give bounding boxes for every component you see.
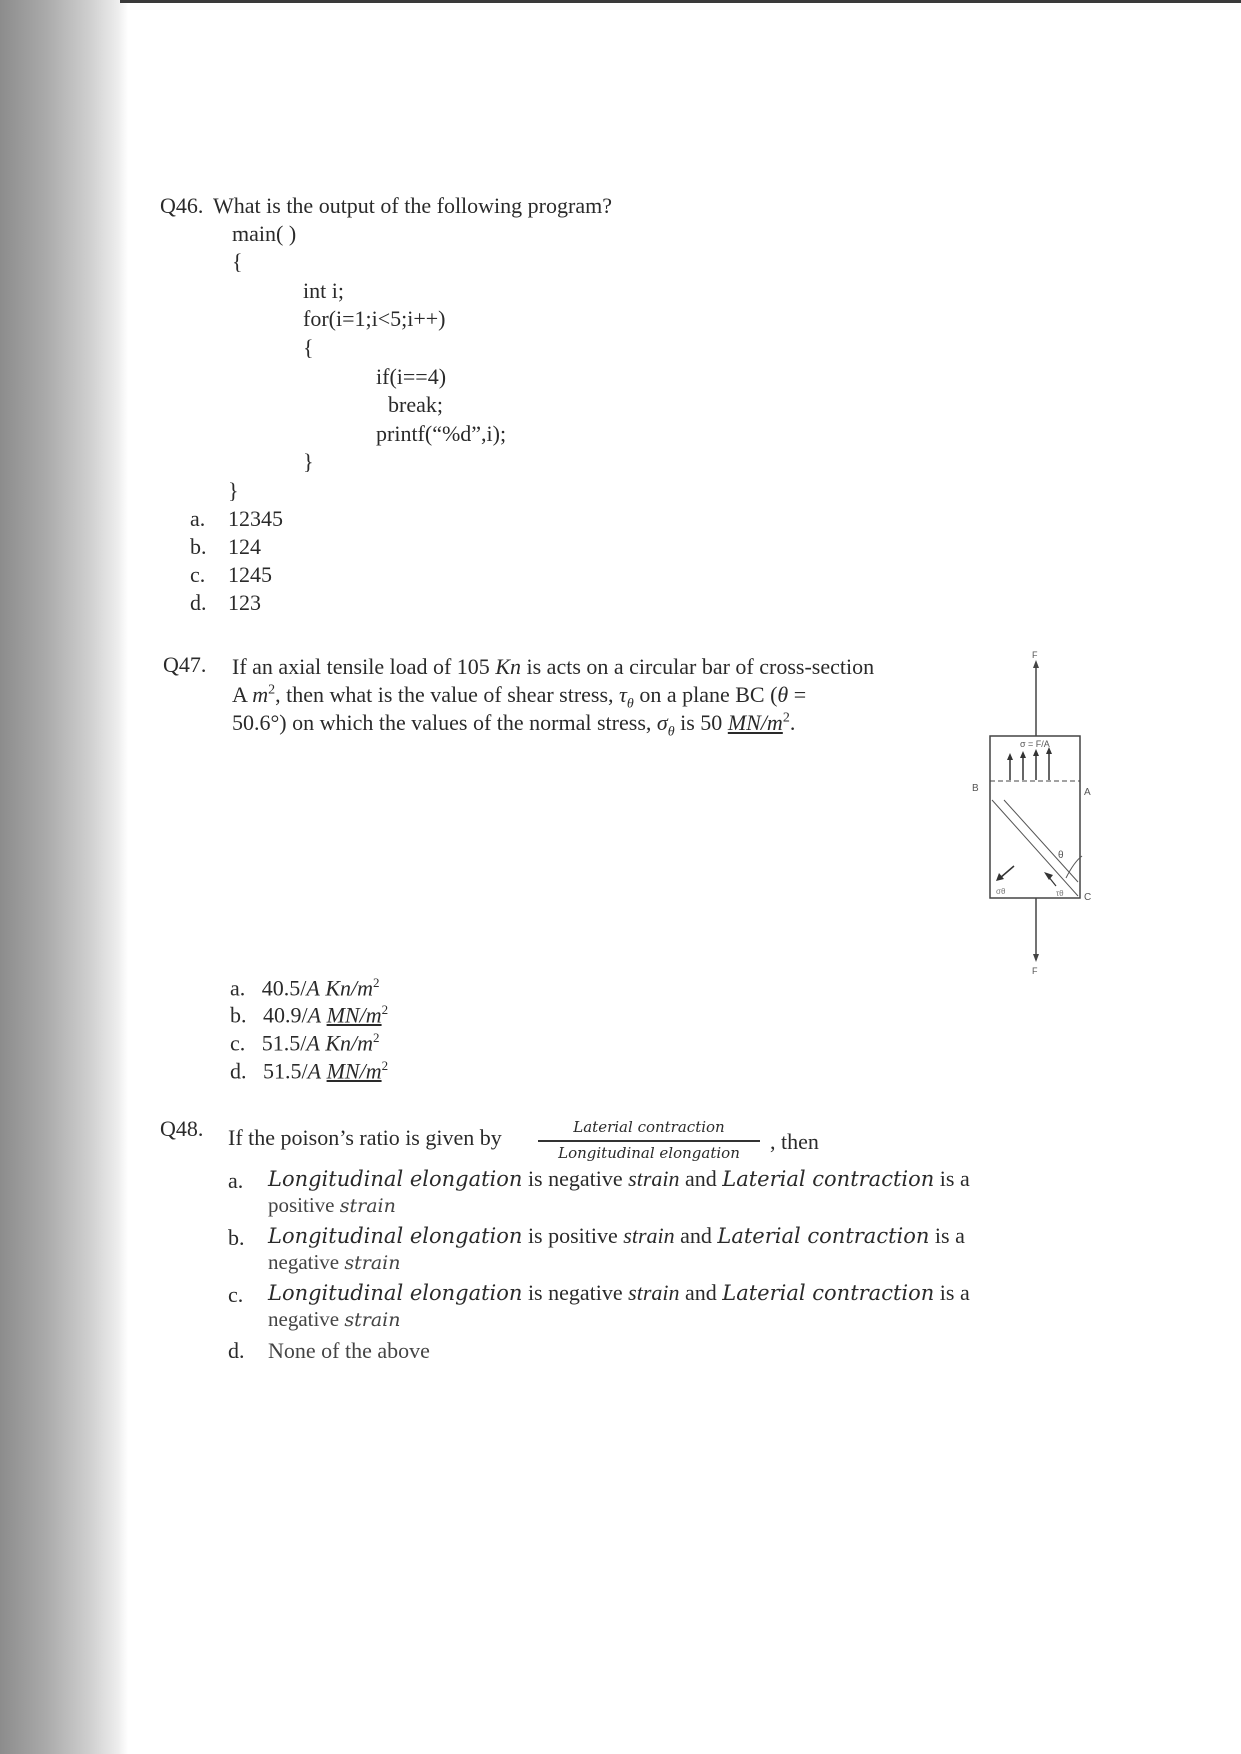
code-line: if(i==4) [376,364,447,389]
force-arrow-top-icon [1033,660,1039,668]
plane-bc-parallel [1004,800,1078,882]
label-f-top: F [1032,650,1038,660]
q48-number: Q48. [160,1116,204,1141]
fraction-numerator: Laterial contraction [573,1118,725,1136]
code-line: { [303,335,314,360]
option-letter: a. [190,506,206,531]
q46-text: What is the output of the following program? [213,193,612,218]
stress-bar-figure [970,650,1090,980]
option: b. 40.9/A $MN/m^2$ [230,1002,389,1028]
scan-top-border [120,0,1241,3]
option: c. 51.5/A $Kn/m^2$ [230,1030,380,1056]
option-letter: d. [228,1338,245,1363]
sigma-theta-arrowhead-icon [996,873,1004,881]
label-sigma-theta: σθ [996,887,1006,896]
label-a: A [1084,787,1091,798]
option-text: 1245 [228,562,272,587]
option: a. 40.5/A $Kn/m^2$ [230,975,380,1001]
stress-arrows-icon [1010,752,1049,780]
option-line-2: positive strain [268,1193,396,1217]
label-c: C [1084,892,1092,903]
option-text: 124 [228,534,261,559]
option-line-1: Longitudinal elongation is negative strain and Laterial contraction is a [268,1280,970,1305]
scan-shadow-edge [0,0,128,1754]
code-line: main( ) [232,221,297,246]
q48-text-end: , then [770,1129,819,1154]
option-line-1: Longitudinal elongation is negative strain and Laterial contraction is a [268,1166,970,1191]
label-b: B [972,783,979,794]
code-line: } [303,449,314,474]
sigma-theta-arrow-icon [1000,866,1014,878]
code-line: int i; [303,278,344,303]
option-text: 12345 [228,506,283,531]
fraction-denominator: Longitudinal elongation [558,1144,740,1162]
option-text: None of the above [268,1338,430,1363]
option-letter: b. [228,1225,245,1250]
q47-line-3: 50.6°) on which the values of the normal stress, $\sigma_\theta$ is 50 $MN/m^2$. [232,710,796,740]
option-letter: b. [190,534,207,559]
option: d. 51.5/A $MN/m^2$ [230,1058,389,1084]
label-stress: σ = F/A [1020,739,1050,749]
option-text: 123 [228,590,261,615]
code-line: printf(“%d”,i); [376,421,507,446]
label-theta: θ [1058,850,1064,861]
code-line: for(i=1;i<5;i++) [303,306,446,331]
option-letter: c. [190,562,206,587]
option-line-1: Longitudinal elongation is positive strain and Laterial contraction is a [268,1223,965,1248]
fraction-bar [538,1140,760,1142]
q47-line-1: If an axial tensile load of 105 Kn is acts on a circular bar of cross-section [232,654,875,679]
label-tau-theta: τθ [1056,889,1064,898]
plane-bc [992,800,1078,896]
bar-element [990,736,1080,898]
q47-line-2: A $m^2$, then what is the value of shear stress, $\tau_\theta$ on a plane BC (θ = [232,682,807,712]
option-letter: d. [190,590,207,615]
force-arrow-bottom-icon [1033,954,1039,962]
option-letter: a. [228,1168,244,1193]
q47-number: Q47. [163,652,207,677]
option-line-2: negative strain [268,1307,401,1331]
option-letter: c. [228,1282,244,1307]
code-line: } [228,478,239,503]
q46-number: Q46. [160,193,204,218]
q48-text: If the poison’s ratio is given by [228,1125,502,1150]
code-line: break; [388,392,443,417]
code-line: { [232,249,243,274]
option-line-2: negative strain [268,1250,401,1274]
label-f-bottom: F [1032,966,1038,976]
tau-theta-arrowhead-icon [1044,872,1053,880]
